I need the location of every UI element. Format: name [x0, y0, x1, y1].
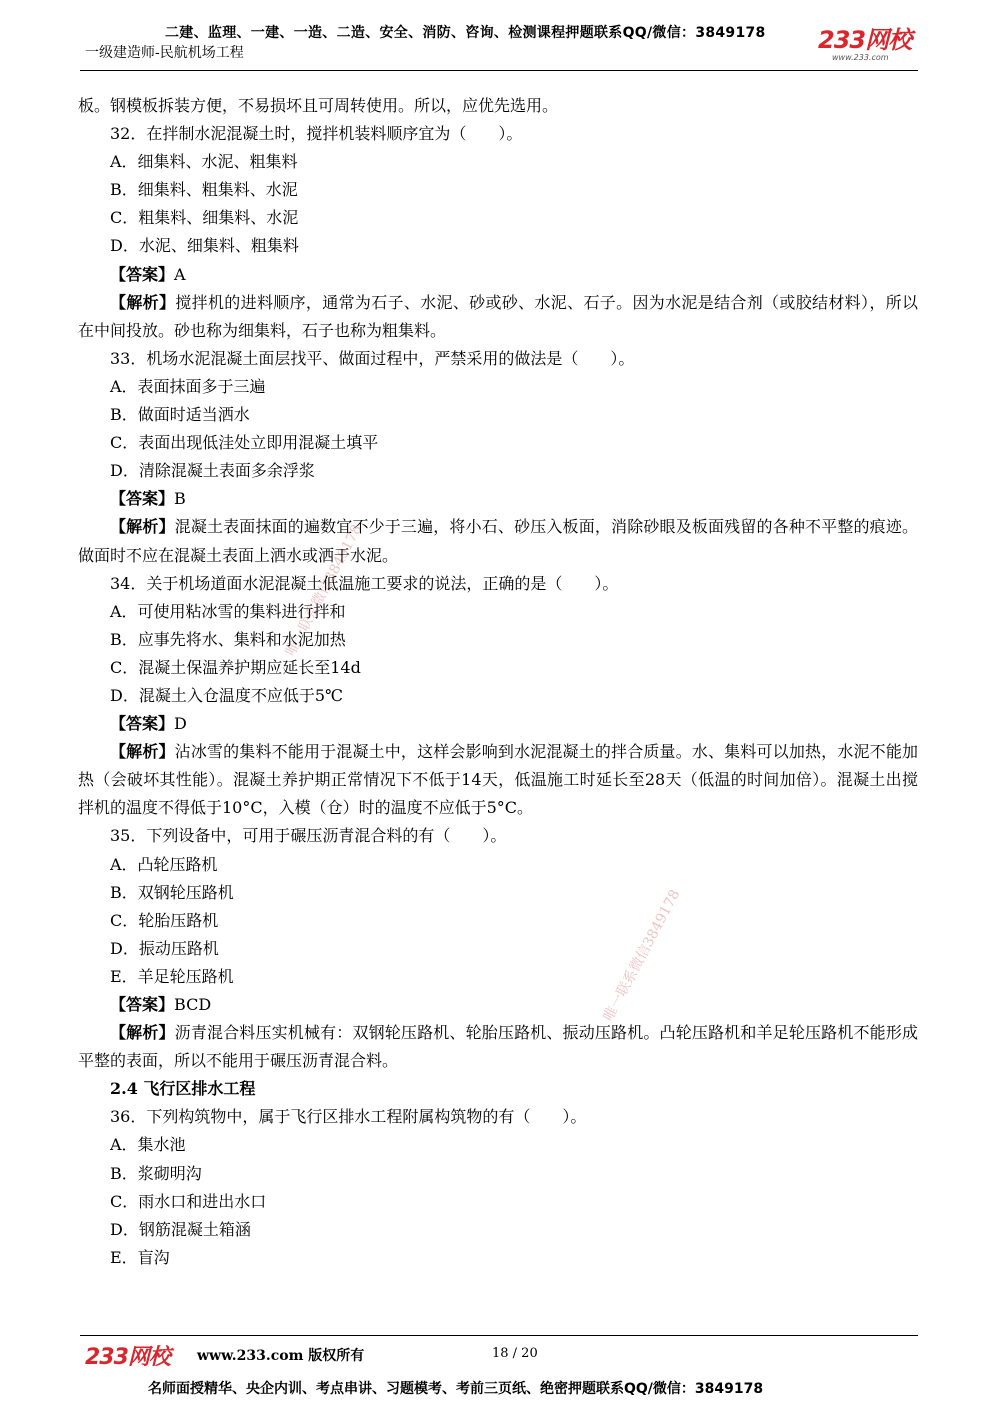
analysis-label: 【解析】 — [110, 517, 175, 537]
footer-copyright: www.233.com 版权所有 — [197, 1348, 365, 1364]
answer-line — [78, 261, 918, 289]
analysis-text: 沾冰雪的集料不能用于混凝土中，这样会影响到水泥混凝土的拌合质量。水、集料可以加热，水泥不能加热（会破坏其性能）。混凝土养护期正常情况下不低于14天，低温施工时延长至28天（低温的时间加倍）。混凝土出搅拌机的温度不得低于10°C，入模（仓）时的温度不应低于5°C。 — [78, 742, 918, 818]
watermark: 唯一联系微信3849178 — [282, 522, 366, 659]
question-stem: 36．下列构筑物中，属于飞行区排水工程附属构筑物的有（ ）。 — [110, 1107, 587, 1127]
analysis-text: 搅拌机的进料顺序，通常为石子、水泥、砂或砂、水泥、石子。因为水泥是结合剂（或胶结材料），所以在中间投放。砂也称为细集料，石子也称为粗集料。 — [78, 292, 918, 340]
answer-label: 【答案】 — [110, 489, 175, 509]
analysis-paragraph — [78, 513, 918, 569]
option: C．表面出现低洼处立即用混凝土填平 — [110, 433, 379, 453]
analysis-text: 混凝土表面抹面的遍数宜不少于三遍，将小石、砂压入板面，消除砂眼及板面残留的各种不平整的痕迹。做面时不应在混凝土表面上洒水或洒干水泥。 — [78, 517, 918, 565]
answer-label: 【答案】 — [110, 995, 175, 1014]
intro-line: 板。钢模板拆装方便，不易损坏且可周转使用。所以，应优先选用。 — [78, 96, 559, 115]
option: D．钢筋混凝土箱涵 — [110, 1219, 251, 1239]
question-stem: 35．下列设备中，可用于碾压沥青混合料的有（ ）。 — [110, 826, 507, 846]
option: D．混凝土入仓温度不应低于5℃ — [110, 685, 343, 705]
answer-line — [78, 991, 918, 1019]
section-heading: 2.4 飞行区排水工程 — [110, 1079, 256, 1099]
question-stem: 33．机场水泥混凝土面层找平、做面过程中，严禁采用的做法是（ ）。 — [110, 348, 635, 368]
answer-value: BCD — [174, 995, 212, 1014]
option: D．清除混凝土表面多余浮浆 — [110, 461, 315, 481]
analysis-label: 【解析】 — [110, 1023, 175, 1043]
answer-line — [78, 485, 918, 513]
option: A．细集料、水泥、粗集料 — [110, 152, 298, 172]
answer-value: B — [174, 489, 186, 509]
option: C．混凝土保温养护期应延长至14d — [110, 657, 361, 677]
option: A．可使用粘冰雪的集料进行拌和 — [110, 601, 346, 621]
option: A．凸轮压路机 — [110, 854, 218, 874]
option: C．雨水口和进出水口 — [110, 1191, 267, 1211]
answer-label: 【答案】 — [110, 714, 175, 734]
watermark: 唯一联系微信3849178 — [600, 887, 684, 1024]
footer-logo: 233网校 — [85, 1345, 170, 1370]
analysis-paragraph — [78, 289, 918, 345]
header-logo: 233网校 — [818, 26, 912, 54]
option: B．双钢轮压路机 — [110, 882, 234, 902]
option: D．振动压路机 — [110, 938, 219, 958]
option: A．集水池 — [110, 1135, 186, 1155]
header-subtitle: 一级建造师-民航机场工程 — [85, 45, 244, 61]
header-logo-url: www.233.com — [832, 53, 889, 62]
option: E．盲沟 — [110, 1247, 170, 1267]
question-stem: 34．关于机场道面水泥混凝土低温施工要求的说法，正确的是（ ）。 — [110, 573, 619, 593]
option: B．细集料、粗集料、水泥 — [110, 180, 298, 200]
option: C．粗集料、细集料、水泥 — [110, 208, 299, 228]
document-body — [78, 92, 918, 1272]
answer-value: A — [174, 264, 186, 284]
option: D．水泥、细集料、粗集料 — [110, 236, 299, 256]
question-stem: 32．在拌制水泥混凝土时，搅拌机装料顺序宜为（ ）。 — [110, 124, 523, 144]
analysis-label: 【解析】 — [110, 292, 176, 312]
option: C．轮胎压路机 — [110, 910, 219, 930]
option: A．表面抹面多于三遍 — [110, 376, 266, 396]
header-divider — [80, 70, 918, 71]
analysis-paragraph — [78, 738, 918, 822]
option: E．羊足轮压路机 — [110, 966, 234, 986]
page-number: 18 / 20 — [492, 1346, 538, 1361]
analysis-label: 【解析】 — [110, 742, 175, 762]
answer-label: 【答案】 — [110, 264, 175, 284]
analysis-text: 沥青混合料压实机械有：双钢轮压路机、轮胎压路机、振动压路机。凸轮压路机和羊足轮压路机不能形成平整的表面，所以不能用于碾压沥青混合料。 — [78, 1023, 918, 1071]
header-contact-line: 二建、监理、一建、一造、二造、安全、消防、咨询、检测课程押题联系QQ/微信：3849178 — [165, 25, 766, 41]
answer-value: D — [174, 714, 187, 734]
answer-line — [78, 710, 918, 738]
option: B．做面时适当洒水 — [110, 405, 250, 425]
option: B．浆砌明沟 — [110, 1163, 202, 1183]
option: B．应事先将水、集料和水泥加热 — [110, 629, 346, 649]
footer-contact-line: 名师面授精华、央企内训、考点串讲、习题模考、考前三页纸、绝密押题联系QQ/微信：3849178 — [148, 1381, 764, 1397]
analysis-paragraph — [78, 1019, 918, 1075]
footer-divider — [80, 1335, 918, 1336]
